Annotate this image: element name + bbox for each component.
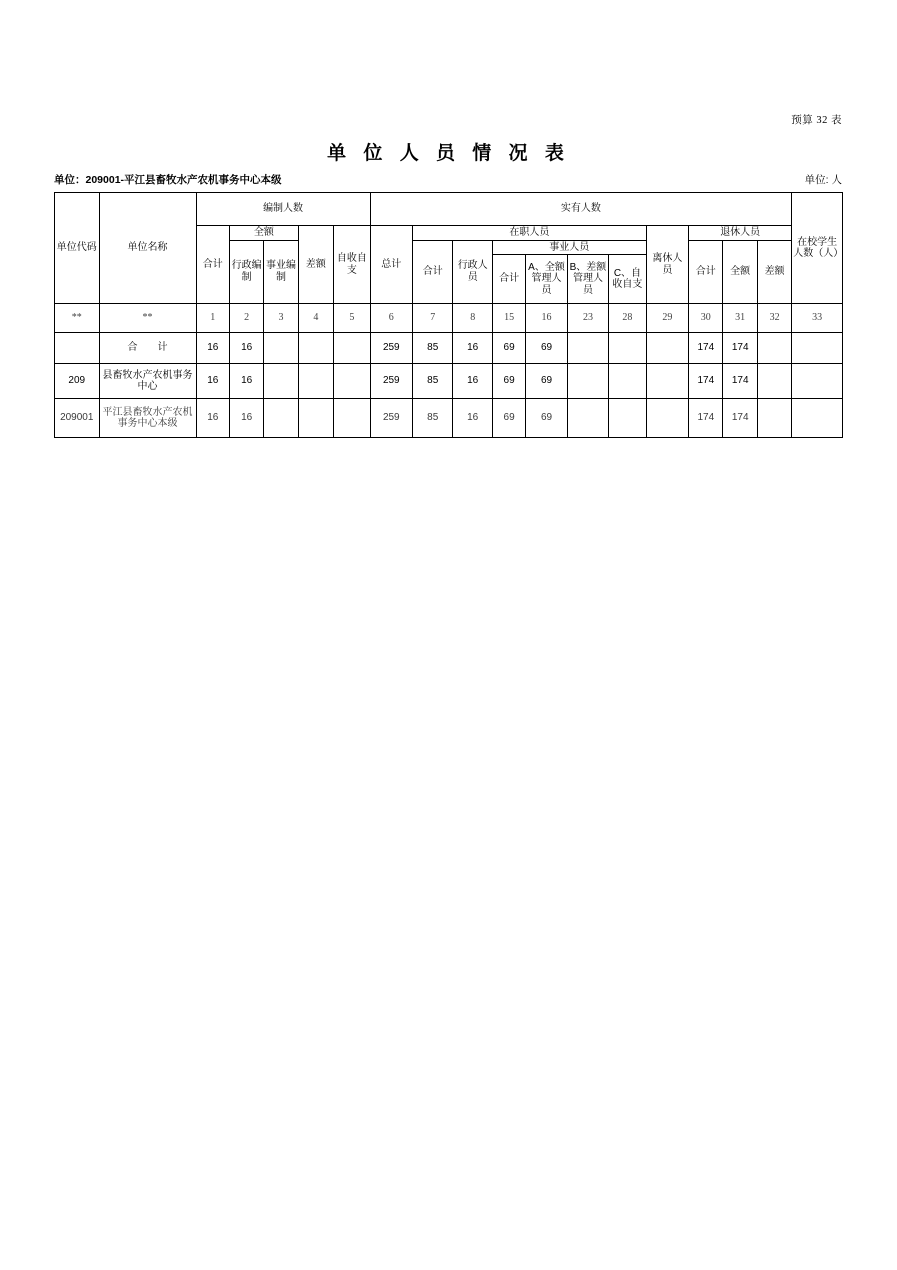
header-retired-full: 全额 [723, 240, 757, 304]
cell-duty-total: 85 [413, 399, 453, 438]
cell-duty-total: 85 [413, 333, 453, 364]
cell-students [792, 399, 843, 438]
cell-retired-diff [757, 333, 791, 364]
cell-unit-code [55, 333, 100, 364]
cell-est-self [334, 399, 370, 438]
header-est-admin: 行政编制 [229, 240, 263, 304]
colnum-retired-full: 31 [723, 304, 757, 333]
cell-retired-full: 174 [723, 333, 757, 364]
header-grand-total: 总计 [370, 226, 412, 304]
header-duty-admin: 行政人员 [453, 240, 492, 304]
cell-retired-total: 174 [689, 399, 723, 438]
cell-unit-name: 平江县畜牧水产农机事务中心本级 [99, 399, 196, 438]
colnum-est-diff: 4 [298, 304, 333, 333]
cell-est-full-career [264, 399, 298, 438]
header-retired-early: 离休人员 [646, 226, 688, 304]
cell-career-total: 69 [492, 333, 525, 364]
cell-students [792, 364, 843, 399]
colnum-unit-code: ** [55, 304, 100, 333]
cell-career-b [567, 333, 608, 364]
cell-retired-full: 174 [723, 364, 757, 399]
cell-est-full-admin: 16 [229, 364, 263, 399]
colnum-est-self: 5 [334, 304, 370, 333]
colnum-act-total: 6 [370, 304, 412, 333]
colnum-students: 33 [792, 304, 843, 333]
cell-retired-diff [757, 399, 791, 438]
cell-career-a: 69 [526, 399, 567, 438]
colnum-est-total: 1 [196, 304, 229, 333]
cell-career-c [609, 364, 646, 399]
cell-retired-total: 174 [689, 333, 723, 364]
header-unit-code: 单位代码 [55, 193, 100, 304]
unit-subtitle: 单位：209001-平江县畜牧水产农机事务中心本级 [54, 174, 282, 186]
cell-career-total: 69 [492, 364, 525, 399]
cell-unit-name: 县畜牧水产农机事务中心 [99, 364, 196, 399]
cell-career-a: 69 [526, 364, 567, 399]
colnum-duty-total: 7 [413, 304, 453, 333]
colnum-est-full-career: 3 [264, 304, 298, 333]
colnum-career-total: 15 [492, 304, 525, 333]
cell-duty-admin: 16 [453, 364, 492, 399]
table-row [55, 333, 843, 364]
cell-career-b [567, 364, 608, 399]
colnum-retired-diff: 32 [757, 304, 791, 333]
cell-retired-full: 174 [723, 399, 757, 438]
cell-est-total: 16 [196, 399, 229, 438]
header-career-total: 合计 [492, 255, 525, 304]
header-actual: 实有人数 [370, 193, 792, 226]
header-establishment: 编制人数 [196, 193, 370, 226]
cell-act-total: 259 [370, 399, 412, 438]
cell-career-c [609, 333, 646, 364]
cell-duty-admin: 16 [453, 333, 492, 364]
cell-career-c [609, 399, 646, 438]
cell-est-total: 16 [196, 333, 229, 364]
cell-retired-early [646, 364, 688, 399]
header-career-b: B、差额管理人员 [567, 255, 608, 304]
cell-duty-admin: 16 [453, 399, 492, 438]
cell-retired-total: 174 [689, 364, 723, 399]
colnum-career-a: 16 [526, 304, 567, 333]
cell-unit-code: 209 [55, 364, 100, 399]
cell-act-total: 259 [370, 364, 412, 399]
header-est-full: 全额 [229, 226, 298, 241]
cell-career-b [567, 399, 608, 438]
colnum-retired-total: 30 [689, 304, 723, 333]
header-career-a: A、全额管理人员 [526, 255, 567, 304]
header-retired: 退休人员 [689, 226, 792, 241]
cell-est-diff [298, 364, 333, 399]
header-unit-name: 单位名称 [99, 193, 196, 304]
cell-students [792, 333, 843, 364]
cell-unit-code: 209001 [55, 399, 100, 438]
colnum-duty-admin: 8 [453, 304, 492, 333]
cell-est-self [334, 364, 370, 399]
table-row [55, 364, 843, 399]
cell-est-self [334, 333, 370, 364]
header-est-total: 合计 [196, 226, 229, 304]
form-code: 预算 32 表 [791, 115, 842, 126]
header-career-c: C、自收自支 [609, 255, 646, 304]
cell-retired-diff [757, 364, 791, 399]
header-retired-diff: 差额 [757, 240, 791, 304]
column-number-row [55, 304, 843, 333]
cell-est-full-career [264, 333, 298, 364]
cell-est-total: 16 [196, 364, 229, 399]
header-est-career: 事业编制 [264, 240, 298, 304]
cell-est-full-admin: 16 [229, 399, 263, 438]
cell-retired-early [646, 333, 688, 364]
header-est-self: 自收自支 [334, 226, 370, 304]
cell-act-total: 259 [370, 333, 412, 364]
cell-est-full-career [264, 364, 298, 399]
colnum-career-b: 23 [567, 304, 608, 333]
personnel-table [54, 192, 843, 438]
header-career-staff: 事业人员 [492, 240, 646, 255]
cell-unit-name: 合 计 [99, 333, 196, 364]
cell-career-total: 69 [492, 399, 525, 438]
colnum-career-c: 28 [609, 304, 646, 333]
cell-est-diff [298, 333, 333, 364]
colnum-unit-name: ** [99, 304, 196, 333]
header-students: 在校学生人数（人） [792, 193, 843, 304]
colnum-est-full-admin: 2 [229, 304, 263, 333]
cell-duty-total: 85 [413, 364, 453, 399]
header-retired-total: 合计 [689, 240, 723, 304]
header-duty-total: 合计 [413, 240, 453, 304]
header-est-diff: 差额 [298, 226, 333, 304]
cell-est-diff [298, 399, 333, 438]
table-row [55, 399, 843, 438]
header-on-duty: 在职人员 [413, 226, 647, 241]
unit-measure: 单位: 人 [804, 174, 842, 186]
colnum-retired-early: 29 [646, 304, 688, 333]
page-title: 单 位 人 员 情 况 表 [327, 143, 570, 164]
cell-career-a: 69 [526, 333, 567, 364]
cell-retired-early [646, 399, 688, 438]
cell-est-full-admin: 16 [229, 333, 263, 364]
